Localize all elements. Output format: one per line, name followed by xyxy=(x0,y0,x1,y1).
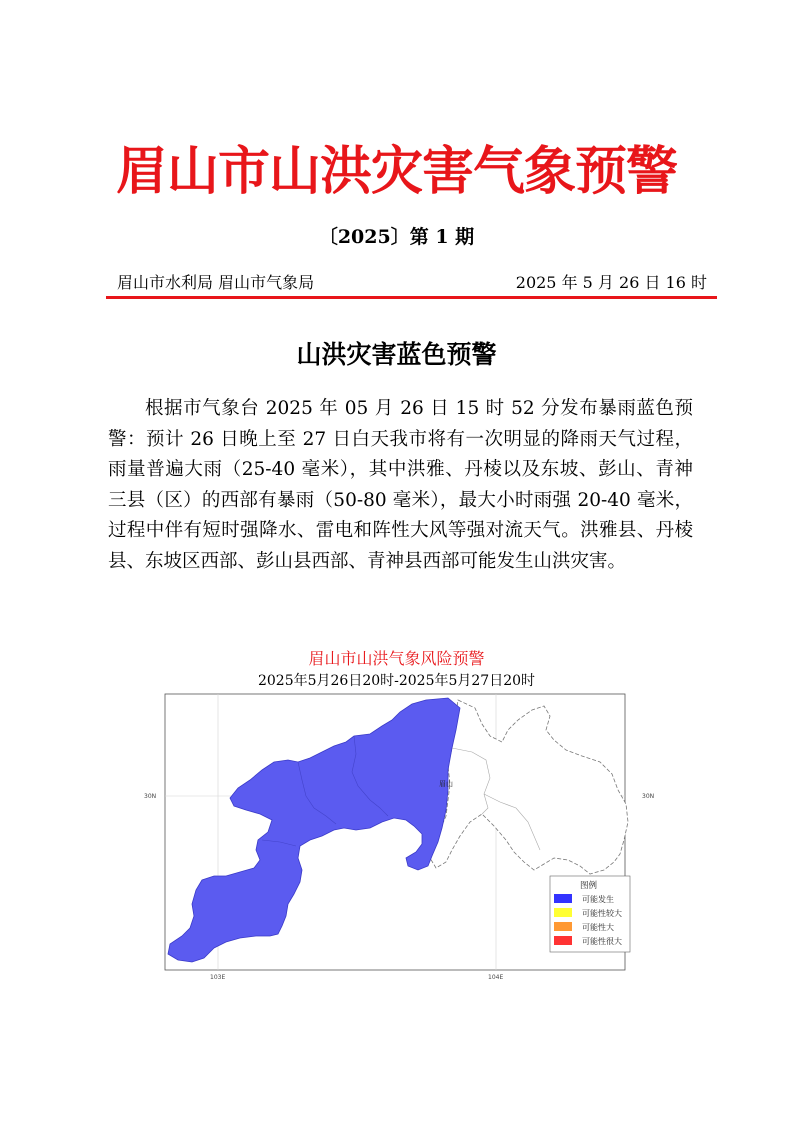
map-legend xyxy=(550,876,630,952)
warning-headline: 山洪灾害蓝色预警 xyxy=(296,340,497,369)
legend-label-high: 可能性大 xyxy=(582,923,614,932)
city-label-meishan: 眉山 xyxy=(439,780,453,788)
legend-label-very-high: 可能性很大 xyxy=(582,937,622,946)
legend-swatch-high xyxy=(554,922,572,931)
lat-label-right: 30N xyxy=(642,793,655,800)
map-subtitle: 2025年5月26日20时-2025年5月27日20时 xyxy=(257,673,536,689)
lon-label-104: 104E xyxy=(488,974,504,981)
lat-label-left: 30N xyxy=(144,793,157,800)
risk-map xyxy=(130,690,655,981)
legend-title: 图例 xyxy=(580,881,598,891)
issue-time: 2025 年 5 月 26 日 16 时 xyxy=(515,273,707,292)
header-divider xyxy=(106,296,717,299)
legend-label-possible: 可能发生 xyxy=(582,895,614,904)
legend-swatch-likely xyxy=(554,908,572,917)
legend-label-likely: 可能性较大 xyxy=(582,909,622,918)
lon-label-103: 103E xyxy=(210,974,226,981)
legend-swatch-possible xyxy=(554,894,572,903)
masthead-title: 眉山市山洪灾害气象预警 xyxy=(115,142,677,202)
issuing-agencies: 眉山市水利局 眉山市气象局 xyxy=(117,273,315,292)
legend-swatch-very-high xyxy=(554,936,572,945)
issue-number: 〔2025〕第 1 期 xyxy=(318,226,475,248)
map-title: 眉山市山洪气象风险预警 xyxy=(308,649,485,668)
warning-body: 根据市气象台 2025 年 05 月 26 日 15 时 52 分发布暴雨蓝色预警：预计 26 日晚上至 27 日白天我市将有一次明显的降雨天气过程，雨量普遍大雨（25-40 毫米），其中洪雅、丹棱以及东坡、彭山、青神三县（区）的西部有暴雨（50-80 毫米），最大小时雨强 20-40 毫米，过程中伴有短时强降水、雷电和阵性大风等强对流天气。洪雅县、丹棱县、东坡区西部、彭山县西部、青神县西部可能发生山洪灾害。 xyxy=(108,398,693,572)
